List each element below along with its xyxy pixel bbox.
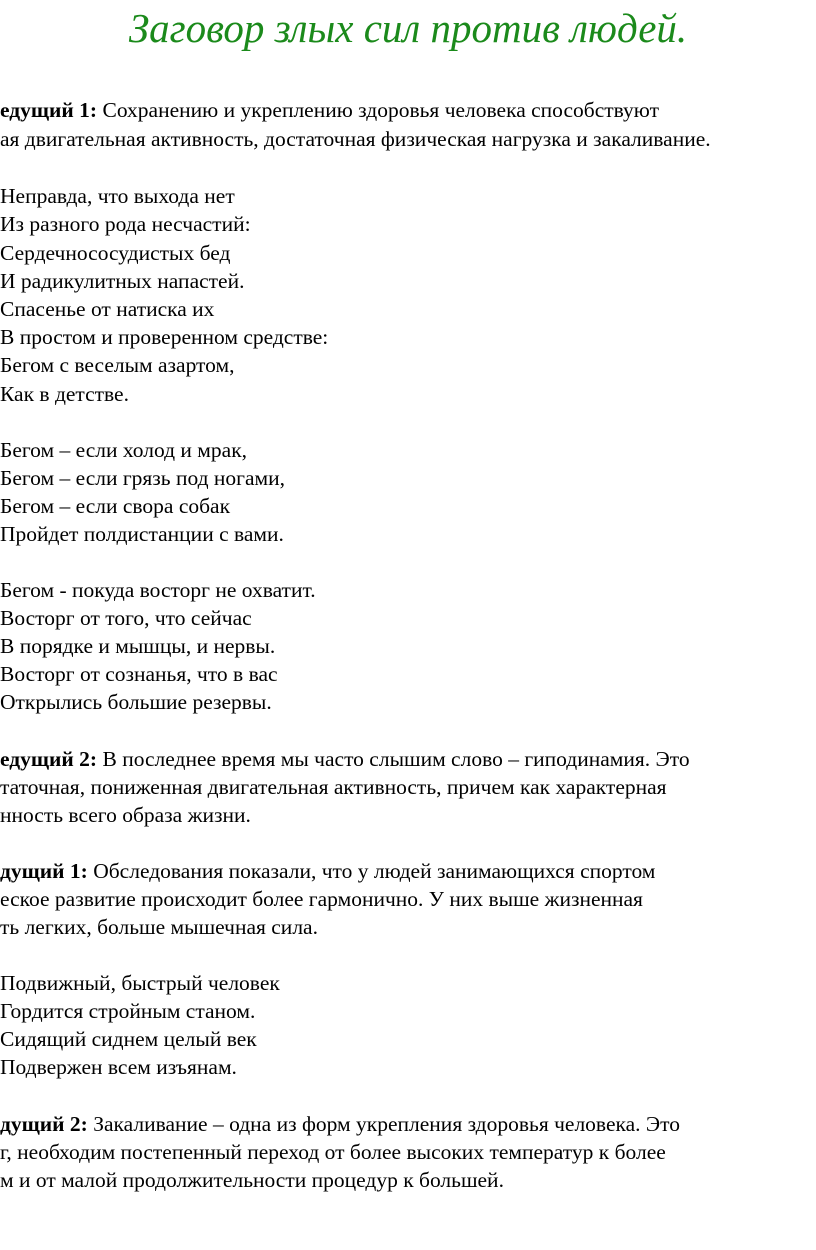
poem-line: В простом и проверенном средстве:	[0, 325, 329, 349]
poem-line: Пройдет полдистанции с вами.	[0, 522, 284, 546]
poem-line: Подвижный, быстрый человек	[0, 971, 280, 995]
poem-line: Сидящий сиднем целый век	[0, 1027, 257, 1051]
poem-line: Спасенье от натиска их	[0, 297, 215, 321]
poem-line: Восторг от того, что сейчас	[0, 606, 252, 630]
poem-line: Как в детстве.	[0, 382, 129, 406]
speaker-label: едущий 2:	[0, 747, 98, 771]
paragraph-line	[0, 857, 655, 885]
poem-line: И радикулитных напастей.	[0, 269, 245, 293]
paragraph-text: Обследования показали, что у людей занимающихся спортом	[87, 859, 656, 883]
poem-line: Восторг от сознанья, что в вас	[0, 662, 278, 686]
paragraph-text: Сохранению и укреплению здоровья человека способствуют	[97, 98, 659, 122]
paragraph-line: г, необходим постепенный переход от более высоких температур к более	[0, 1140, 666, 1164]
speaker-label: дущий 2:	[0, 1112, 88, 1136]
poem-line: Сердечнососудистых бед	[0, 241, 231, 265]
paragraph-line: еское развитие происходит более гармонично. У них выше жизненная	[0, 887, 643, 911]
paragraph-line: м и от малой продолжительности процедур к большей.	[0, 1168, 504, 1192]
poem-line: Бегом - покуда восторг не охватит.	[0, 578, 316, 602]
speaker-label: дущий 1:	[0, 859, 88, 883]
paragraph-line: ая двигательная активность, достаточная физическая нагрузка и закаливание.	[0, 127, 711, 151]
page-title: Заговор злых сил против людей.	[128, 5, 688, 51]
paragraph-text: В последнее время мы часто слышим слово – гиподинамия. Это	[97, 747, 690, 771]
poem-line: Бегом – если свора собак	[0, 494, 231, 518]
poem-line: Открылись большие резервы.	[0, 690, 272, 714]
poem-line: Бегом с веселым азартом,	[0, 353, 235, 377]
paragraph-line	[0, 96, 659, 124]
paragraph-line	[0, 1110, 680, 1138]
poem-line: Гордится стройным станом.	[0, 999, 256, 1023]
poem-line: Подвержен всем изъянам.	[0, 1055, 237, 1079]
paragraph-text: Закаливание – одна из форм укрепления здоровья человека. Это	[87, 1112, 680, 1136]
poem-line: Бегом – если холод и мрак,	[0, 438, 248, 462]
poem-line: Бегом – если грязь под ногами,	[0, 466, 286, 490]
poem-line: Из разного рода несчастий:	[0, 212, 251, 236]
speaker-label: едущий 1:	[0, 98, 98, 122]
poem-line: Неправда, что выхода нет	[0, 184, 235, 208]
paragraph-line: нность всего образа жизни.	[0, 803, 251, 827]
paragraph-line	[0, 745, 690, 773]
paragraph-line: таточная, пониженная двигательная активность, причем как характерная	[0, 775, 667, 799]
paragraph-line: ть легких, больше мышечная сила.	[0, 915, 318, 939]
poem-line: В порядке и мышцы, и нервы.	[0, 634, 276, 658]
